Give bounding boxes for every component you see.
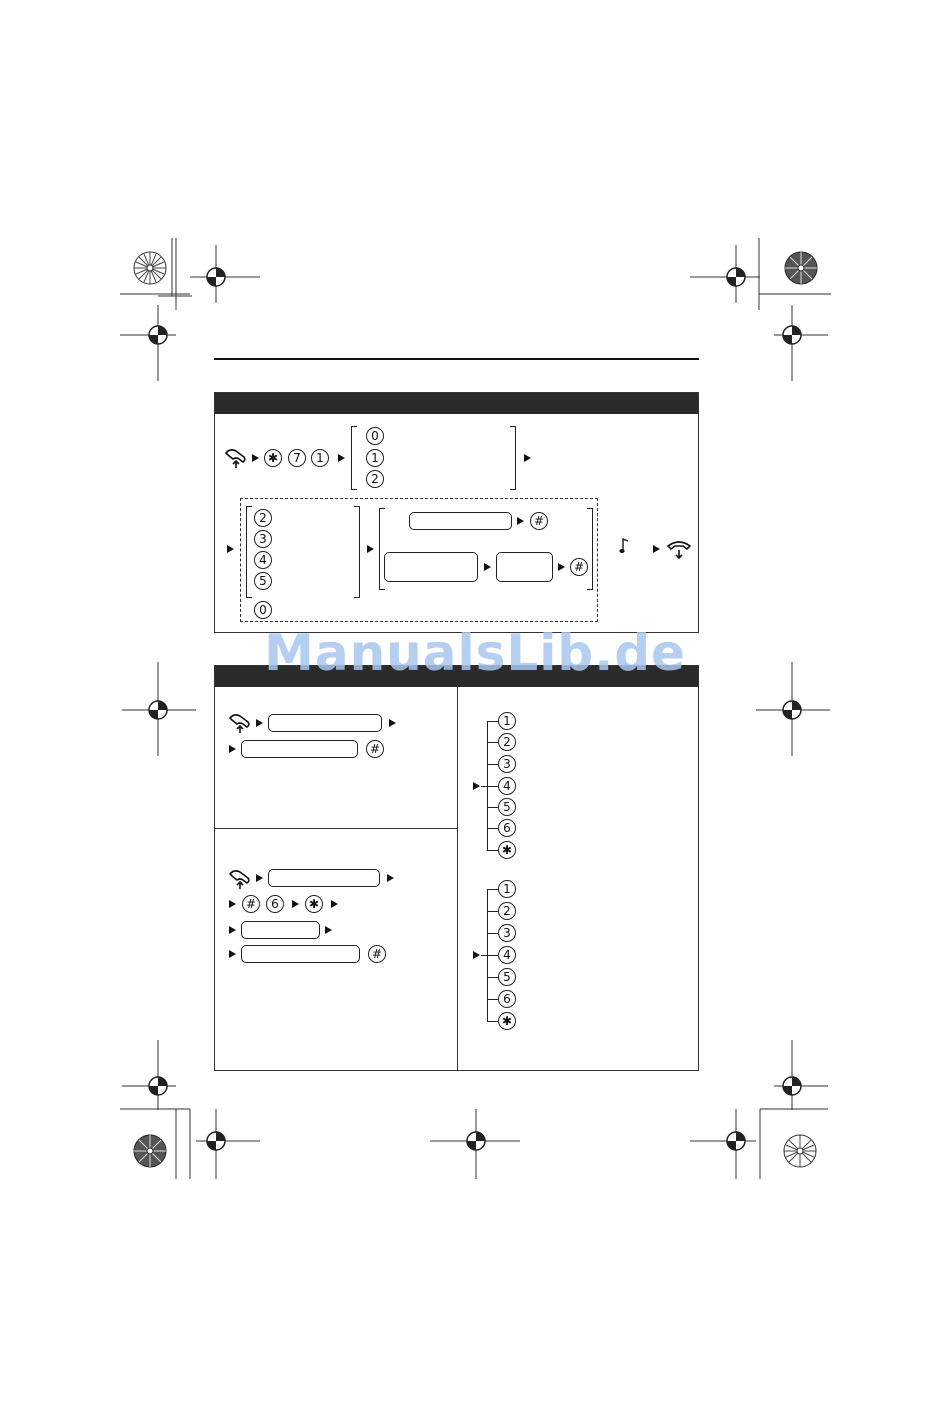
tree-branch (487, 977, 498, 978)
item-bracket-right (354, 506, 360, 598)
step-arrow (252, 454, 259, 462)
key-1: 1 (366, 449, 384, 467)
tree-branch (487, 828, 498, 829)
crosshair-registration-icon (690, 245, 762, 305)
crosshair-registration-icon (770, 305, 830, 383)
step-arrow (325, 926, 332, 934)
step-arrow (229, 900, 236, 908)
key-6: 6 (266, 895, 284, 913)
crosshair-registration-icon (170, 1105, 262, 1181)
key-3: 3 (498, 924, 516, 942)
crosshair-registration-icon (690, 1105, 782, 1181)
step-arrow (387, 874, 394, 882)
handset-offhook-icon (228, 868, 252, 890)
step-arrow (389, 719, 396, 727)
step-arrow (229, 950, 236, 958)
step-arrow (227, 545, 234, 553)
key-4: 4 (254, 551, 272, 569)
key-hash: # (242, 895, 260, 913)
key-star: ✱ (498, 841, 516, 859)
tree-branch (487, 807, 498, 808)
step-arrow (292, 900, 299, 908)
option-bracket-left (351, 426, 357, 490)
step-arrow (229, 926, 236, 934)
key-4: 4 (498, 777, 516, 795)
key-1: 1 (498, 712, 516, 730)
panel-2-row-divider (214, 828, 457, 829)
key-3: 3 (254, 530, 272, 548)
tree-branch (487, 850, 498, 851)
step-arrow (558, 563, 565, 571)
key-0: 0 (366, 427, 384, 445)
entry-field (268, 714, 382, 732)
handset-offhook-icon (228, 712, 252, 734)
header-rule (214, 358, 699, 360)
entry-field (241, 945, 360, 963)
key-hash: # (366, 740, 384, 758)
key-star: ✱ (305, 895, 323, 913)
entry-field (241, 740, 358, 758)
key-5: 5 (498, 798, 516, 816)
watermark: ManualsLib.de (264, 624, 686, 682)
crosshair-registration-icon (120, 1040, 180, 1112)
handset-onhook-icon (666, 538, 692, 560)
step-arrow (653, 545, 660, 553)
key-1: 1 (311, 449, 329, 467)
crosshair-registration-icon (120, 305, 180, 383)
step-arrow (524, 454, 531, 462)
number-entry-field-b (496, 552, 553, 582)
number-entry-field (409, 512, 512, 530)
step-arrow (338, 454, 345, 462)
key-hash: # (530, 512, 548, 530)
step-arrow (256, 874, 263, 882)
item-bracket-left (246, 506, 252, 598)
tree-branch (487, 889, 498, 890)
key-hash: # (570, 558, 588, 576)
step-arrow (473, 951, 480, 959)
key-hash: # (368, 945, 386, 963)
tree-branch (487, 933, 498, 934)
crosshair-registration-icon (770, 1040, 830, 1112)
entry-field (241, 921, 320, 939)
step-arrow (473, 782, 480, 790)
step-arrow (367, 545, 374, 553)
key-0: 0 (254, 601, 272, 619)
handset-offhook-icon (224, 447, 248, 469)
confirmation-tone-icon (618, 536, 632, 556)
key-2: 2 (498, 902, 516, 920)
key-5: 5 (254, 572, 272, 590)
entry-field (268, 869, 380, 887)
print-color-wheel-icon (770, 1105, 830, 1185)
tree-branch (487, 1021, 498, 1022)
entry-bracket-right (587, 508, 593, 590)
key-4: 4 (498, 946, 516, 964)
number-entry-field-a (384, 552, 478, 582)
crosshair-registration-icon (190, 245, 262, 305)
key-star: ✱ (498, 1012, 516, 1030)
key-5: 5 (498, 968, 516, 986)
key-2: 2 (498, 733, 516, 751)
step-arrow (256, 719, 263, 727)
panel-2-column-divider (457, 687, 458, 1071)
tree-branch (487, 911, 498, 912)
option-bracket-right (510, 426, 516, 490)
key-7: 7 (288, 449, 306, 467)
tree-branch (487, 786, 498, 787)
step-arrow (517, 517, 524, 525)
tree-branch (487, 764, 498, 765)
key-2: 2 (366, 470, 384, 488)
key-3: 3 (498, 755, 516, 773)
crosshair-registration-icon (430, 1105, 522, 1181)
key-2: 2 (254, 509, 272, 527)
key-1: 1 (498, 880, 516, 898)
tree-branch (487, 742, 498, 743)
tree-branch (487, 721, 498, 722)
key-6: 6 (498, 819, 516, 837)
tree-branch (487, 955, 498, 956)
step-arrow (331, 900, 338, 908)
tree-branch (487, 999, 498, 1000)
step-arrow (229, 745, 236, 753)
key-star: ✱ (264, 449, 282, 467)
key-6: 6 (498, 990, 516, 1008)
step-arrow (484, 563, 491, 571)
